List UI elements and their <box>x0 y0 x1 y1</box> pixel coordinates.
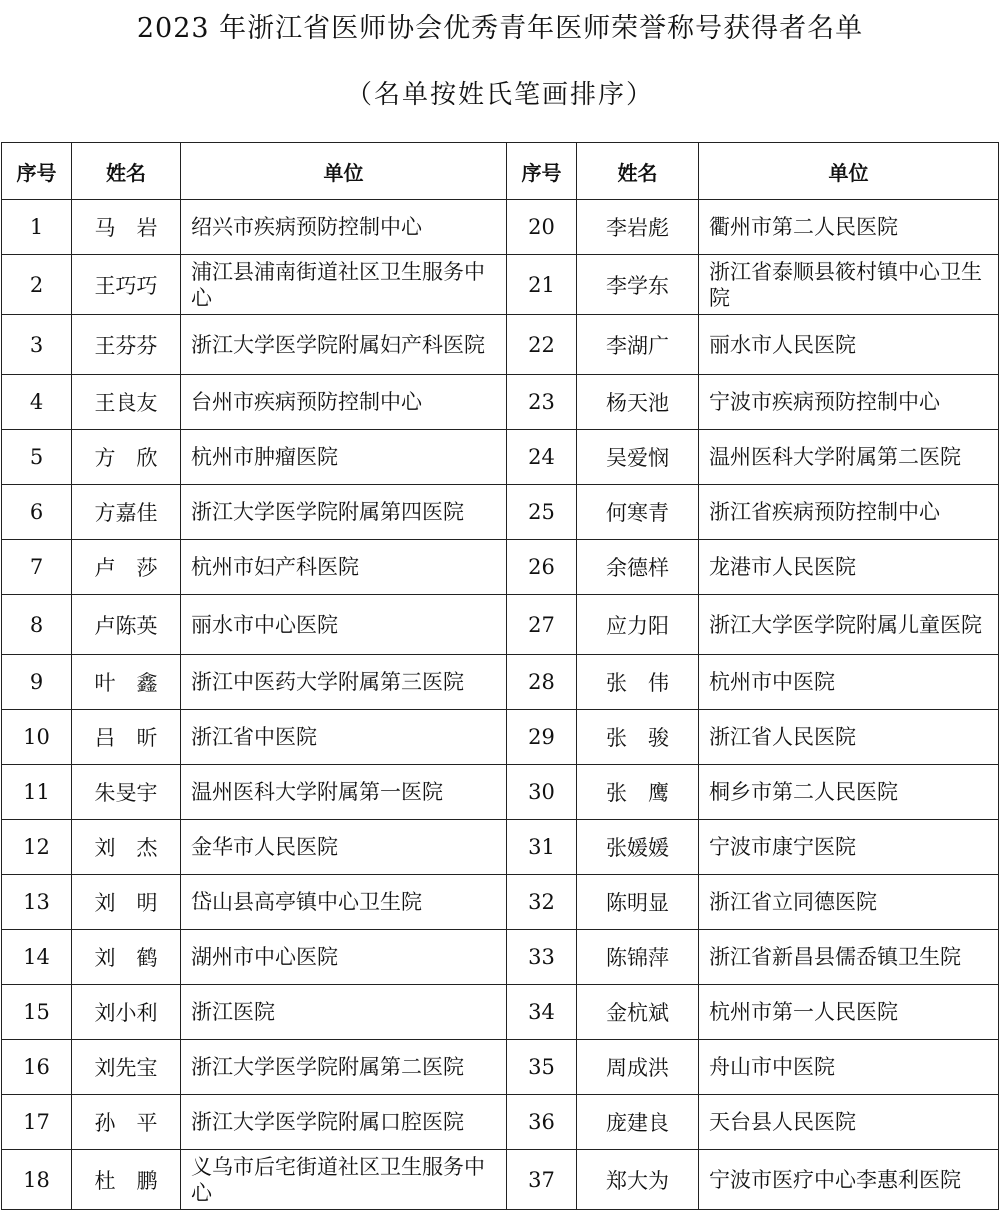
name-cell: 杨天池 <box>577 375 699 430</box>
name-cell: 郑大为 <box>577 1150 699 1210</box>
name-cell: 应力阳 <box>577 595 699 655</box>
index-cell: 20 <box>507 200 577 255</box>
index-cell: 33 <box>507 930 577 985</box>
unit-cell: 浙江大学医学院附属儿童医院 <box>699 595 999 655</box>
index-cell: 3 <box>2 315 72 375</box>
name-cell: 张 骏 <box>577 710 699 765</box>
index-cell: 17 <box>2 1095 72 1150</box>
index-cell: 1 <box>2 200 72 255</box>
index-cell: 15 <box>2 985 72 1040</box>
index-cell: 32 <box>507 875 577 930</box>
name-cell: 叶 鑫 <box>72 655 181 710</box>
unit-cell: 浙江大学医学院附属口腔医院 <box>181 1095 507 1150</box>
name-cell: 张媛媛 <box>577 820 699 875</box>
unit-cell: 台州市疾病预防控制中心 <box>181 375 507 430</box>
name-cell: 陈锦萍 <box>577 930 699 985</box>
unit-cell: 浙江省疾病预防控制中心 <box>699 485 999 540</box>
unit-cell: 浙江省新昌县儒岙镇卫生院 <box>699 930 999 985</box>
unit-cell: 丽水市中心医院 <box>181 595 507 655</box>
unit-cell: 丽水市人民医院 <box>699 315 999 375</box>
unit-cell: 浙江省泰顺县筱村镇中心卫生院 <box>699 255 999 315</box>
unit-cell: 浙江大学医学院附属第四医院 <box>181 485 507 540</box>
name-cell: 卢 莎 <box>72 540 181 595</box>
unit-cell: 金华市人民医院 <box>181 820 507 875</box>
name-cell: 金杭斌 <box>577 985 699 1040</box>
name-cell: 方 欣 <box>72 430 181 485</box>
index-cell: 6 <box>2 485 72 540</box>
unit-cell: 浙江医院 <box>181 985 507 1040</box>
document-title: 2023 年浙江省医师协会优秀青年医师荣誉称号获得者名单 <box>136 13 864 44</box>
name-cell: 王芬芬 <box>72 315 181 375</box>
index-cell: 7 <box>2 540 72 595</box>
table-row <box>2 375 999 430</box>
index-cell: 29 <box>507 710 577 765</box>
header-unit-left: 单位 <box>181 143 507 200</box>
name-cell: 李湖广 <box>577 315 699 375</box>
unit-cell: 宁波市疾病预防控制中心 <box>699 375 999 430</box>
unit-cell: 浙江中医药大学附属第三医院 <box>181 655 507 710</box>
table-row <box>2 1040 999 1095</box>
index-cell: 37 <box>507 1150 577 1210</box>
awardee-table <box>1 142 999 1210</box>
unit-cell: 宁波市医疗中心李惠利医院 <box>699 1150 999 1210</box>
index-cell: 28 <box>507 655 577 710</box>
index-cell: 4 <box>2 375 72 430</box>
name-cell: 李学东 <box>577 255 699 315</box>
table-row <box>2 595 999 655</box>
unit-cell: 天台县人民医院 <box>699 1095 999 1150</box>
unit-cell: 衢州市第二人民医院 <box>699 200 999 255</box>
table-row <box>2 875 999 930</box>
name-cell: 刘 鹤 <box>72 930 181 985</box>
table-row <box>2 540 999 595</box>
unit-cell: 杭州市中医院 <box>699 655 999 710</box>
table-row <box>2 200 999 255</box>
name-cell: 张 鹰 <box>577 765 699 820</box>
index-cell: 22 <box>507 315 577 375</box>
table-row <box>2 1095 999 1150</box>
name-cell: 刘 杰 <box>72 820 181 875</box>
name-cell: 庞建良 <box>577 1095 699 1150</box>
name-cell: 杜 鹏 <box>72 1150 181 1210</box>
name-cell: 陈明显 <box>577 875 699 930</box>
unit-cell: 湖州市中心医院 <box>181 930 507 985</box>
name-cell: 王良友 <box>72 375 181 430</box>
table-row <box>2 315 999 375</box>
name-cell: 孙 平 <box>72 1095 181 1150</box>
index-cell: 30 <box>507 765 577 820</box>
unit-cell: 杭州市肿瘤医院 <box>181 430 507 485</box>
index-cell: 21 <box>507 255 577 315</box>
unit-cell: 岱山县高亭镇中心卫生院 <box>181 875 507 930</box>
name-cell: 卢陈英 <box>72 595 181 655</box>
unit-cell: 浙江省中医院 <box>181 710 507 765</box>
index-cell: 14 <box>2 930 72 985</box>
index-cell: 24 <box>507 430 577 485</box>
index-cell: 31 <box>507 820 577 875</box>
name-cell: 刘先宝 <box>72 1040 181 1095</box>
index-cell: 18 <box>2 1150 72 1210</box>
table-row <box>2 985 999 1040</box>
unit-cell: 龙港市人民医院 <box>699 540 999 595</box>
name-cell: 吴爱悯 <box>577 430 699 485</box>
name-cell: 方嘉佳 <box>72 485 181 540</box>
table-row <box>2 820 999 875</box>
name-cell: 何寒青 <box>577 485 699 540</box>
table-row <box>2 255 999 315</box>
unit-cell: 杭州市第一人民医院 <box>699 985 999 1040</box>
table-row <box>2 765 999 820</box>
index-cell: 10 <box>2 710 72 765</box>
name-cell: 刘小利 <box>72 985 181 1040</box>
table-header-row <box>2 143 999 200</box>
table-row <box>2 485 999 540</box>
name-cell: 余德样 <box>577 540 699 595</box>
table-row <box>2 655 999 710</box>
name-cell: 王巧巧 <box>72 255 181 315</box>
unit-cell: 温州医科大学附属第一医院 <box>181 765 507 820</box>
table-row <box>2 430 999 485</box>
unit-cell: 浙江大学医学院附属妇产科医院 <box>181 315 507 375</box>
unit-cell: 杭州市妇产科医院 <box>181 540 507 595</box>
unit-cell: 浙江大学医学院附属第二医院 <box>181 1040 507 1095</box>
index-cell: 35 <box>507 1040 577 1095</box>
name-cell: 周成洪 <box>577 1040 699 1095</box>
index-cell: 13 <box>2 875 72 930</box>
name-cell: 刘 明 <box>72 875 181 930</box>
unit-cell: 浦江县浦南街道社区卫生服务中心 <box>181 255 507 315</box>
index-cell: 34 <box>507 985 577 1040</box>
header-name-right: 姓名 <box>577 143 699 200</box>
index-cell: 16 <box>2 1040 72 1095</box>
index-cell: 2 <box>2 255 72 315</box>
unit-cell: 浙江省立同德医院 <box>699 875 999 930</box>
unit-cell: 宁波市康宁医院 <box>699 820 999 875</box>
header-unit-right: 单位 <box>699 143 999 200</box>
table-row <box>2 930 999 985</box>
name-cell: 吕 昕 <box>72 710 181 765</box>
name-cell: 张 伟 <box>577 655 699 710</box>
table-row <box>2 1150 999 1210</box>
unit-cell: 义乌市后宅街道社区卫生服务中心 <box>181 1150 507 1210</box>
header-index-left: 序号 <box>2 143 72 200</box>
index-cell: 25 <box>507 485 577 540</box>
index-cell: 12 <box>2 820 72 875</box>
unit-cell: 浙江省人民医院 <box>699 710 999 765</box>
unit-cell: 舟山市中医院 <box>699 1040 999 1095</box>
index-cell: 9 <box>2 655 72 710</box>
name-cell: 李岩彪 <box>577 200 699 255</box>
header-index-right: 序号 <box>507 143 577 200</box>
index-cell: 8 <box>2 595 72 655</box>
unit-cell: 绍兴市疾病预防控制中心 <box>181 200 507 255</box>
name-cell: 马 岩 <box>72 200 181 255</box>
document-subtitle: （名单按姓氏笔画排序） <box>345 80 654 110</box>
name-cell: 朱旻宇 <box>72 765 181 820</box>
index-cell: 27 <box>507 595 577 655</box>
unit-cell: 温州医科大学附属第二医院 <box>699 430 999 485</box>
index-cell: 5 <box>2 430 72 485</box>
table-row <box>2 710 999 765</box>
table-body <box>2 200 999 1210</box>
header-name-left: 姓名 <box>72 143 181 200</box>
index-cell: 26 <box>507 540 577 595</box>
index-cell: 36 <box>507 1095 577 1150</box>
index-cell: 11 <box>2 765 72 820</box>
unit-cell: 桐乡市第二人民医院 <box>699 765 999 820</box>
index-cell: 23 <box>507 375 577 430</box>
